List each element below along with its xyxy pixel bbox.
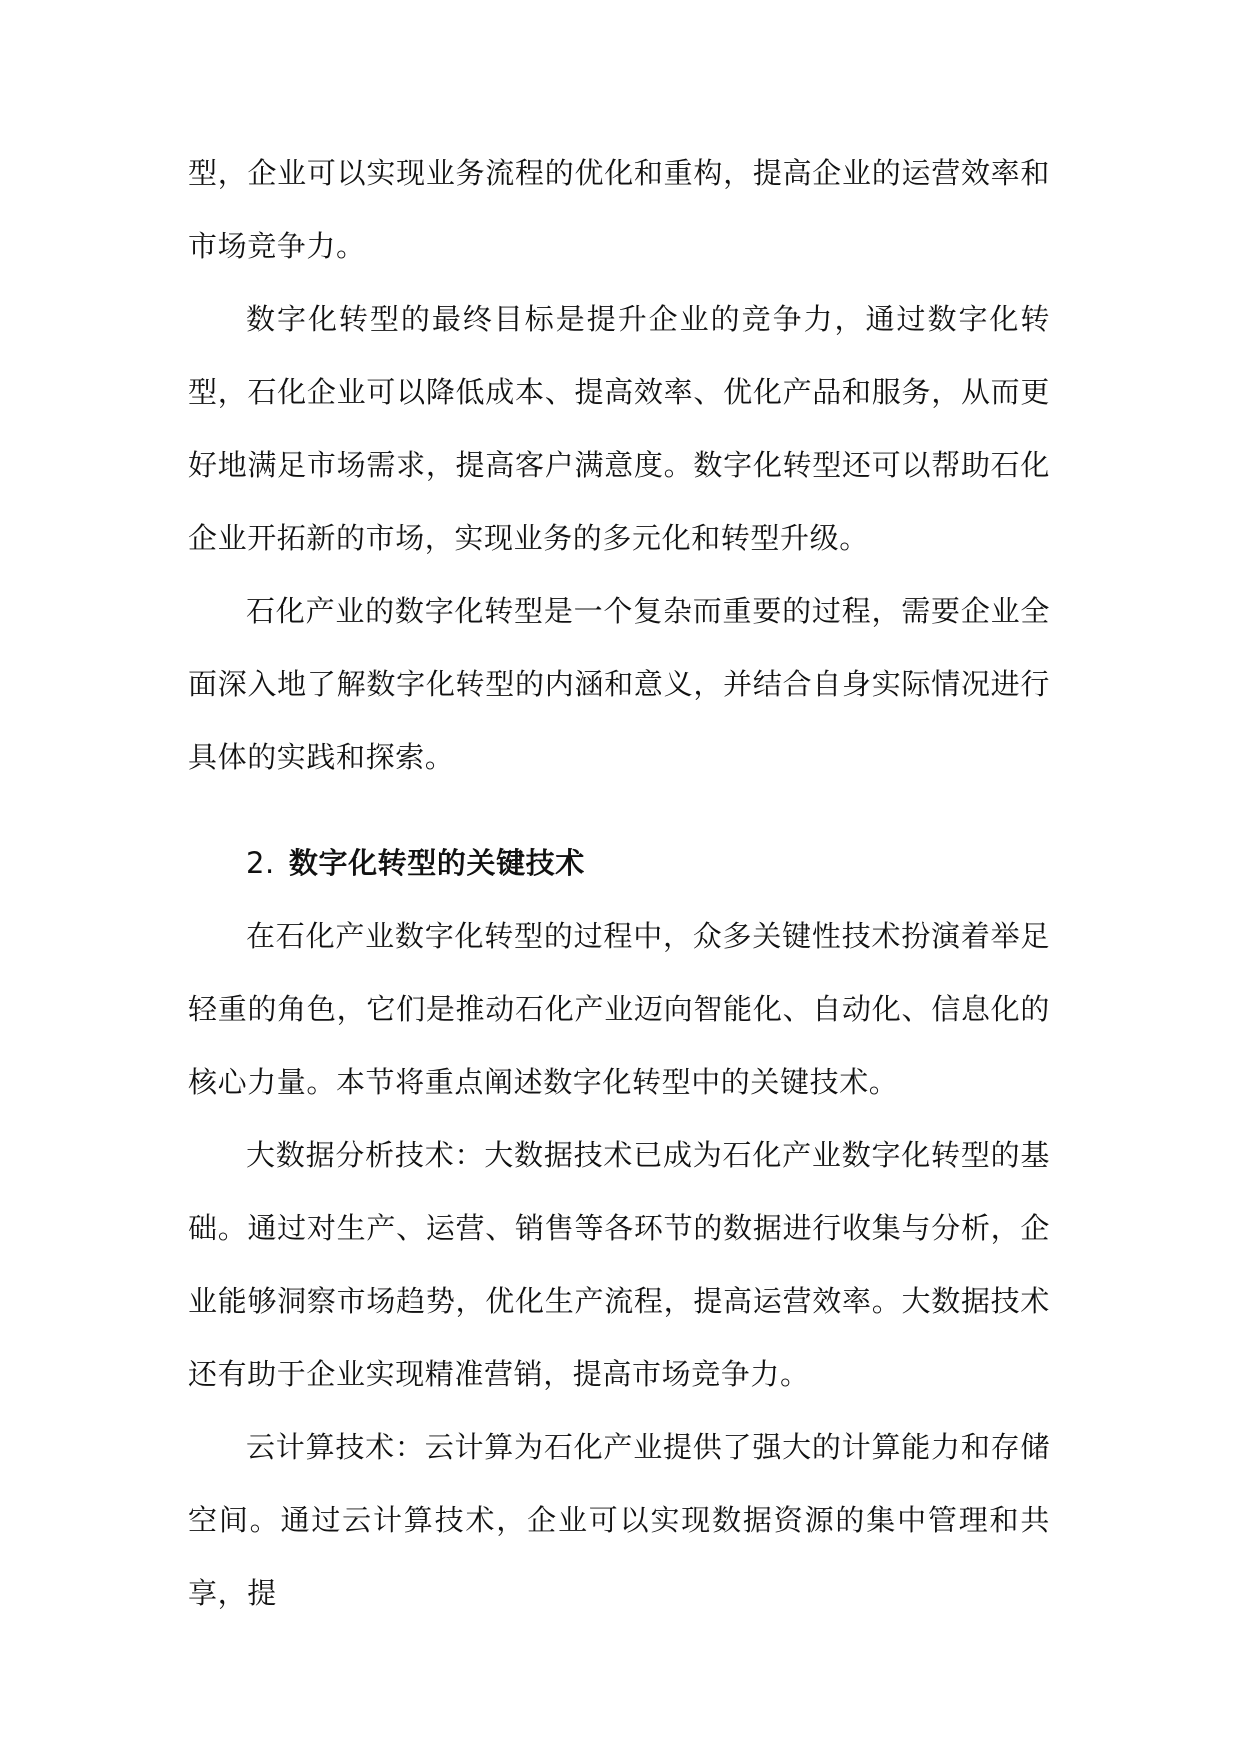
paragraph-continuation: 型，企业可以实现业务流程的优化和重构，提高企业的运营效率和市场竞争力。 <box>188 156 1050 263</box>
paragraph-big-data: 大数据分析技术：大数据技术已成为石化产业数字化转型的基础。通过对生产、运营、销售等各环节的数据进行收集与分析，企业能够洞察市场趋势，优化生产流程，提高运营效率。大数据技术还有助于企业实现精准营销，提高市场竞争力。 <box>188 1138 1050 1391</box>
paragraph-cloud-computing: 云计算技术：云计算为石化产业提供了强大的计算能力和存储空间。通过云计算技术，企业可以实现数据资源的集中管理和共享，提 <box>188 1430 1050 1610</box>
paragraph-digital-goal: 数字化转型的最终目标是提升企业的竞争力，通过数字化转型，石化企业可以降低成本、提高效率、优化产品和服务，从而更好地满足市场需求，提高客户满意度。数字化转型还可以帮助石化企业开拓新的市场，实现业务的多元化和转型升级。 <box>188 302 1050 555</box>
section-number: 2. <box>246 846 275 880</box>
document-body <box>188 137 1050 1630</box>
paragraph-key-tech-intro: 在石化产业数字化转型的过程中，众多关键性技术扮演着举足轻重的角色，它们是推动石化产业迈向智能化、自动化、信息化的核心力量。本节将重点阐述数字化转型中的关键技术。 <box>188 919 1050 1099</box>
paragraph-transformation-process: 石化产业的数字化转型是一个复杂而重要的过程，需要企业全面深入地了解数字化转型的内涵和意义，并结合自身实际情况进行具体的实践和探索。 <box>188 594 1050 774</box>
section-heading <box>188 827 1050 900</box>
section-title: 数字化转型的关键技术 <box>288 846 585 880</box>
